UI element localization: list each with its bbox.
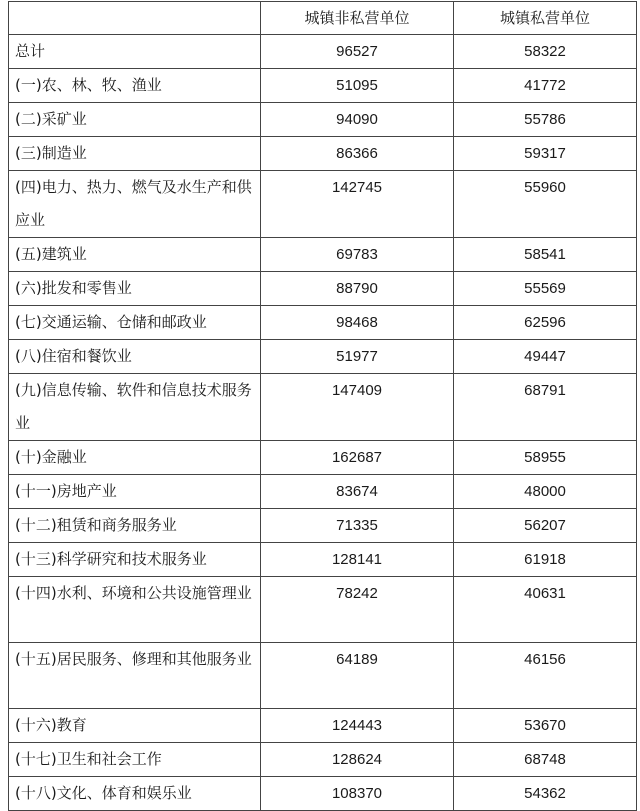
nonprivate-value: 94090 bbox=[261, 103, 454, 137]
private-value: 53670 bbox=[454, 709, 637, 743]
table-row bbox=[9, 577, 637, 643]
nonprivate-value: 69783 bbox=[261, 238, 454, 272]
private-value: 55960 bbox=[454, 171, 637, 238]
private-value: 41772 bbox=[454, 69, 637, 103]
row-label: (十五)居民服务、修理和其他服务业 bbox=[9, 643, 261, 709]
nonprivate-value: 83674 bbox=[261, 475, 454, 509]
private-value: 49447 bbox=[454, 340, 637, 374]
nonprivate-value: 124443 bbox=[261, 709, 454, 743]
private-value: 61918 bbox=[454, 543, 637, 577]
nonprivate-value: 51095 bbox=[261, 69, 454, 103]
table-row bbox=[9, 35, 637, 69]
table-row bbox=[9, 272, 637, 306]
row-label: (五)建筑业 bbox=[9, 238, 261, 272]
private-value: 62596 bbox=[454, 306, 637, 340]
table-row bbox=[9, 306, 637, 340]
private-value: 56207 bbox=[454, 509, 637, 543]
row-label: (一)农、林、牧、渔业 bbox=[9, 69, 261, 103]
private-value: 59317 bbox=[454, 137, 637, 171]
private-value: 58955 bbox=[454, 441, 637, 475]
row-label: (四)电力、热力、燃气及水生产和供应业 bbox=[9, 171, 261, 238]
private-value: 55569 bbox=[454, 272, 637, 306]
private-value: 68791 bbox=[454, 374, 637, 441]
table-row bbox=[9, 340, 637, 374]
table-row bbox=[9, 238, 637, 272]
private-value: 48000 bbox=[454, 475, 637, 509]
row-label: (十二)租赁和商务服务业 bbox=[9, 509, 261, 543]
row-label: (三)制造业 bbox=[9, 137, 261, 171]
nonprivate-value: 147409 bbox=[261, 374, 454, 441]
row-label: (十四)水利、环境和公共设施管理业 bbox=[9, 577, 261, 643]
row-label: (十八)文化、体育和娱乐业 bbox=[9, 777, 261, 811]
table-row bbox=[9, 441, 637, 475]
table-row bbox=[9, 137, 637, 171]
row-label: (十三)科学研究和技术服务业 bbox=[9, 543, 261, 577]
nonprivate-value: 71335 bbox=[261, 509, 454, 543]
table-row bbox=[9, 543, 637, 577]
header-nonprivate: 城镇非私营单位 bbox=[261, 2, 454, 35]
table-row bbox=[9, 743, 637, 777]
table-row bbox=[9, 103, 637, 137]
table-row bbox=[9, 643, 637, 709]
row-label: (十)金融业 bbox=[9, 441, 261, 475]
row-label: (八)住宿和餐饮业 bbox=[9, 340, 261, 374]
header-row bbox=[9, 2, 637, 35]
row-label: (十一)房地产业 bbox=[9, 475, 261, 509]
row-label: 总计 bbox=[9, 35, 261, 69]
wage-table bbox=[8, 1, 637, 811]
nonprivate-value: 88790 bbox=[261, 272, 454, 306]
nonprivate-value: 96527 bbox=[261, 35, 454, 69]
table-row bbox=[9, 475, 637, 509]
row-label: (十六)教育 bbox=[9, 709, 261, 743]
private-value: 40631 bbox=[454, 577, 637, 643]
row-label: (六)批发和零售业 bbox=[9, 272, 261, 306]
private-value: 46156 bbox=[454, 643, 637, 709]
table-row bbox=[9, 709, 637, 743]
row-label: (二)采矿业 bbox=[9, 103, 261, 137]
nonprivate-value: 128141 bbox=[261, 543, 454, 577]
table-row bbox=[9, 509, 637, 543]
nonprivate-value: 142745 bbox=[261, 171, 454, 238]
nonprivate-value: 98468 bbox=[261, 306, 454, 340]
private-value: 58541 bbox=[454, 238, 637, 272]
nonprivate-value: 86366 bbox=[261, 137, 454, 171]
row-label: (九)信息传输、软件和信息技术服务业 bbox=[9, 374, 261, 441]
private-value: 54362 bbox=[454, 777, 637, 811]
table-row bbox=[9, 374, 637, 441]
nonprivate-value: 128624 bbox=[261, 743, 454, 777]
row-label: (十七)卫生和社会工作 bbox=[9, 743, 261, 777]
row-label: (七)交通运输、仓储和邮政业 bbox=[9, 306, 261, 340]
table-row bbox=[9, 777, 637, 811]
nonprivate-value: 108370 bbox=[261, 777, 454, 811]
nonprivate-value: 78242 bbox=[261, 577, 454, 643]
nonprivate-value: 162687 bbox=[261, 441, 454, 475]
header-private: 城镇私营单位 bbox=[454, 2, 637, 35]
header-industry bbox=[9, 2, 261, 35]
nonprivate-value: 64189 bbox=[261, 643, 454, 709]
nonprivate-value: 51977 bbox=[261, 340, 454, 374]
table-row bbox=[9, 171, 637, 238]
private-value: 68748 bbox=[454, 743, 637, 777]
table-row bbox=[9, 69, 637, 103]
private-value: 55786 bbox=[454, 103, 637, 137]
private-value: 58322 bbox=[454, 35, 637, 69]
